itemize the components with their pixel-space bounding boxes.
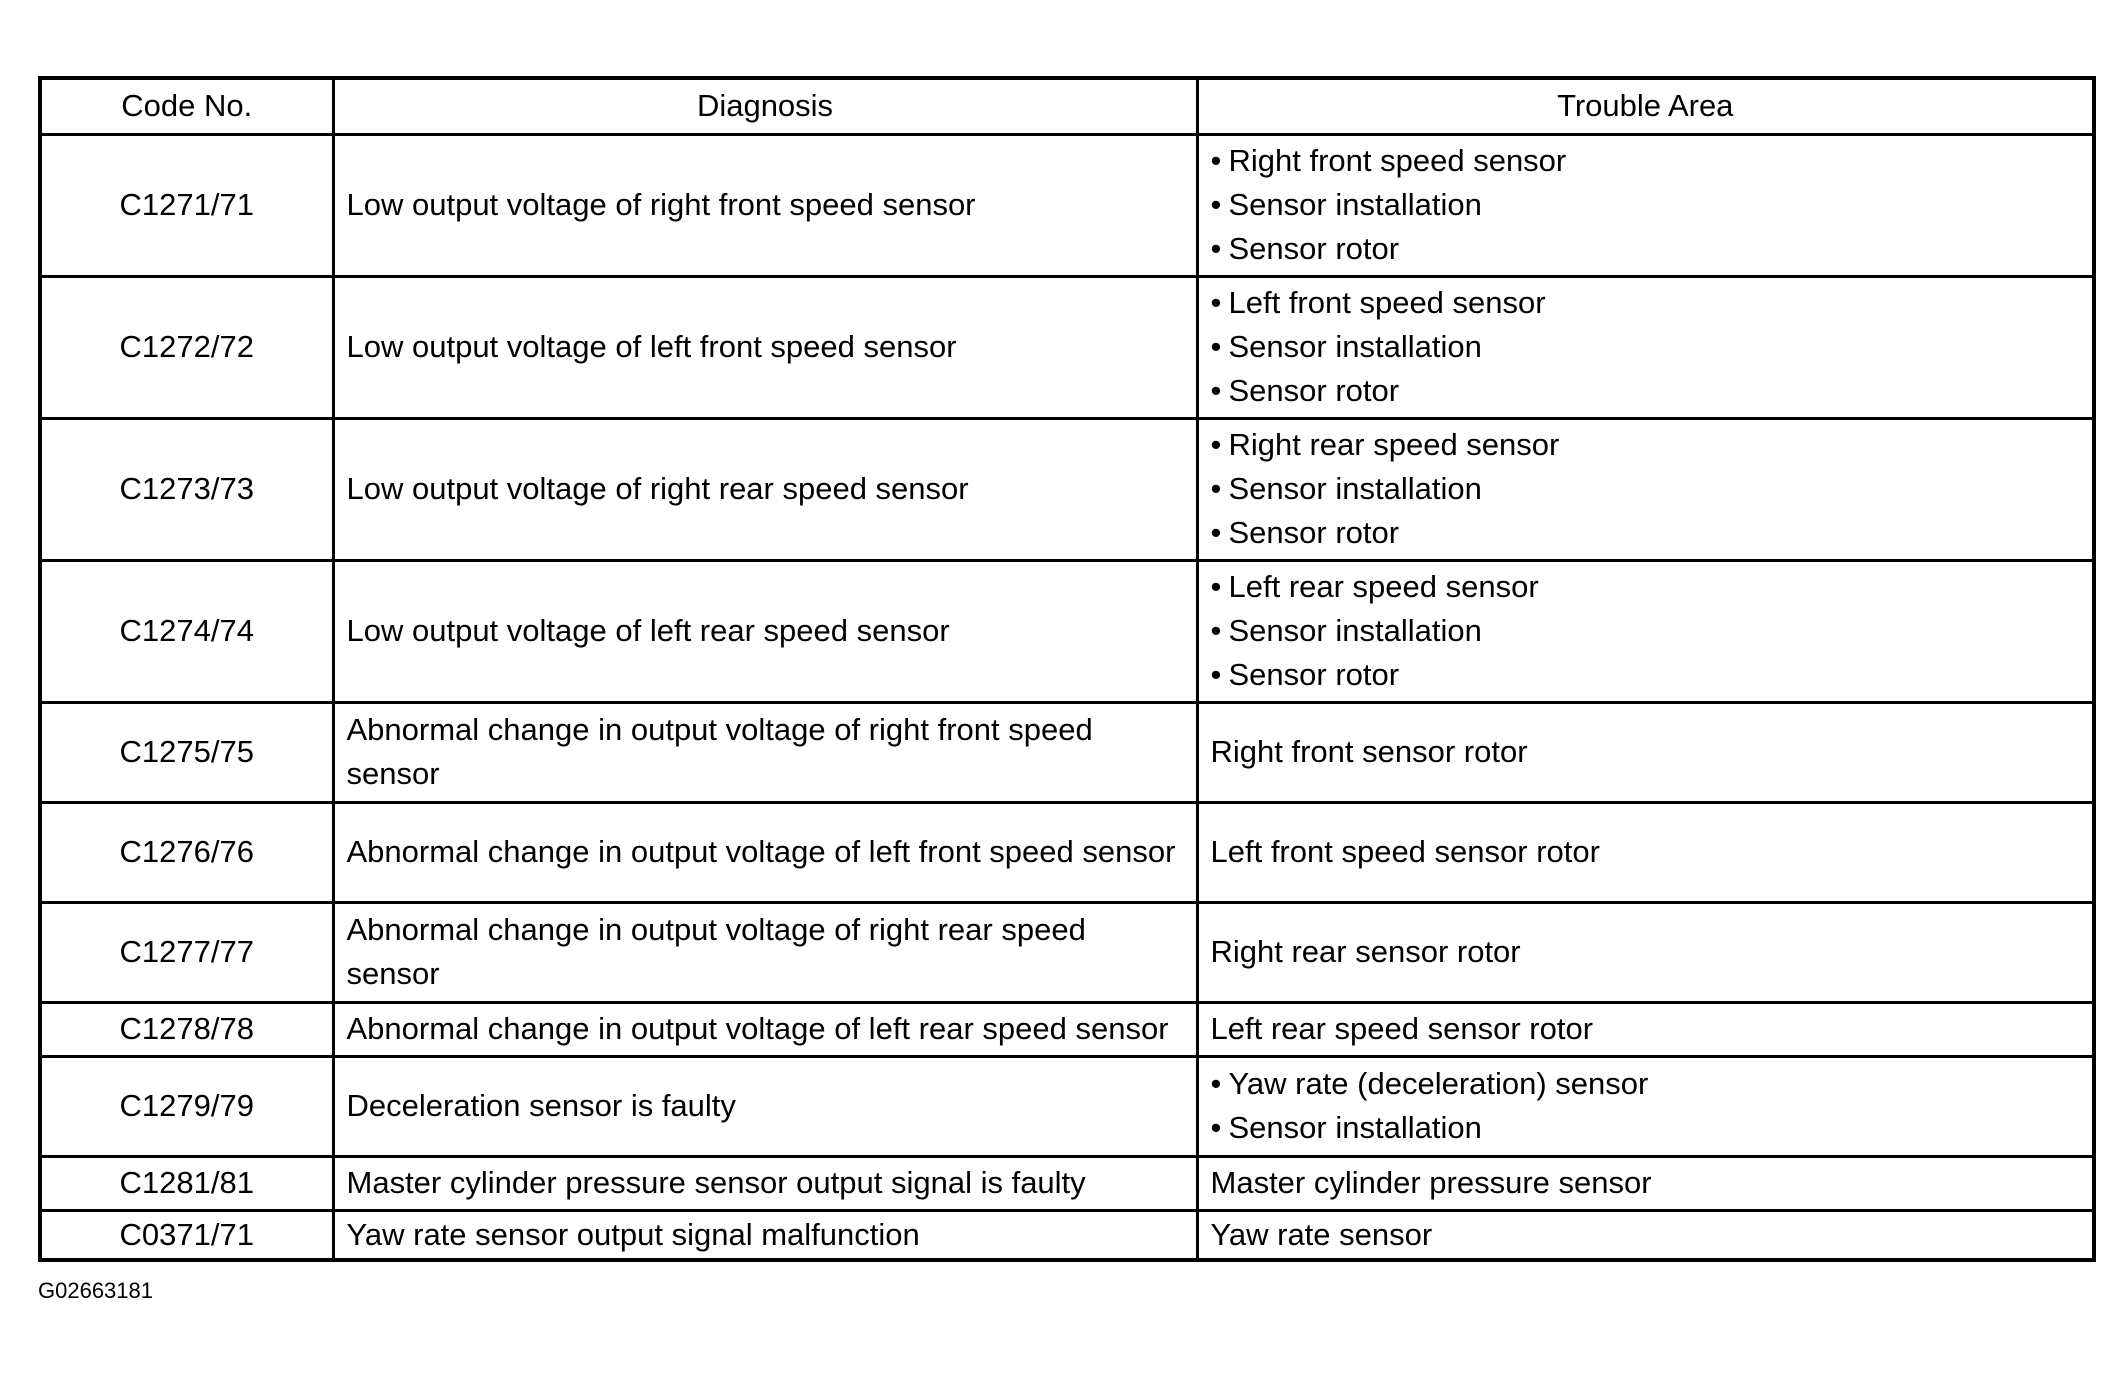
table-row [40, 1156, 2094, 1210]
diagnosis-cell: Abnormal change in output voltage of right front speed sensor [333, 702, 1197, 802]
trouble-area-list [1211, 139, 2081, 271]
trouble-area-item: • Sensor rotor [1211, 227, 2081, 271]
trouble-area-item: • Left rear speed sensor [1211, 565, 2081, 609]
diagnosis-cell: Low output voltage of right front speed sensor [333, 134, 1197, 276]
trouble-area-item: • Sensor installation [1211, 325, 2081, 369]
diagnosis-cell: Abnormal change in output voltage of right rear speed sensor [333, 902, 1197, 1002]
trouble-area-cell [1197, 560, 2094, 702]
trouble-area-item: • Sensor rotor [1211, 369, 2081, 413]
table-header-row [40, 78, 2094, 134]
trouble-area-item: • Sensor installation [1211, 467, 2081, 511]
code-cell: C1272/72 [40, 276, 333, 418]
table-row [40, 560, 2094, 702]
trouble-area-list [1211, 1062, 2081, 1150]
table-row [40, 1210, 2094, 1260]
trouble-area-cell: Left front speed sensor rotor [1197, 802, 2094, 902]
table-row [40, 902, 2094, 1002]
table-row [40, 276, 2094, 418]
code-cell: C1281/81 [40, 1156, 333, 1210]
table-row [40, 134, 2094, 276]
code-cell: C1276/76 [40, 802, 333, 902]
diagnosis-cell: Low output voltage of right rear speed sensor [333, 418, 1197, 560]
trouble-area-item: • Right rear speed sensor [1211, 423, 2081, 467]
trouble-area-item: • Sensor installation [1211, 609, 2081, 653]
diagnosis-cell: Master cylinder pressure sensor output signal is faulty [333, 1156, 1197, 1210]
diagnosis-cell: Low output voltage of left rear speed sensor [333, 560, 1197, 702]
trouble-area-list [1211, 565, 2081, 697]
trouble-area-list [1211, 281, 2081, 413]
diagnosis-cell: Abnormal change in output voltage of left front speed sensor [333, 802, 1197, 902]
trouble-area-item: • Left front speed sensor [1211, 281, 2081, 325]
diagnosis-cell: Low output voltage of left front speed sensor [333, 276, 1197, 418]
table-row [40, 418, 2094, 560]
header-trouble-area: Trouble Area [1197, 78, 2094, 134]
table-row [40, 1002, 2094, 1056]
figure-id: G02663181 [38, 1278, 153, 1303]
header-diagnosis: Diagnosis [333, 78, 1197, 134]
trouble-area-cell [1197, 418, 2094, 560]
trouble-area-item: • Sensor rotor [1211, 653, 2081, 697]
code-cell: C1274/74 [40, 560, 333, 702]
code-cell: C1273/73 [40, 418, 333, 560]
trouble-area-cell: Right rear sensor rotor [1197, 902, 2094, 1002]
trouble-area-cell: Master cylinder pressure sensor [1197, 1156, 2094, 1210]
trouble-area-cell: Yaw rate sensor [1197, 1210, 2094, 1260]
code-cell: C1277/77 [40, 902, 333, 1002]
table-row [40, 802, 2094, 902]
trouble-area-cell: Left rear speed sensor rotor [1197, 1002, 2094, 1056]
trouble-area-item: • Sensor rotor [1211, 511, 2081, 555]
code-cell: C1279/79 [40, 1056, 333, 1156]
table-row [40, 702, 2094, 802]
trouble-area-cell: Right front sensor rotor [1197, 702, 2094, 802]
code-cell: C1278/78 [40, 1002, 333, 1056]
header-code-no: Code No. [40, 78, 333, 134]
trouble-area-cell [1197, 134, 2094, 276]
code-cell: C1271/71 [40, 134, 333, 276]
trouble-area-list [1211, 423, 2081, 555]
table-row [40, 1056, 2094, 1156]
trouble-area-cell [1197, 1056, 2094, 1156]
diagnostic-code-table [38, 76, 2096, 1262]
diagnosis-cell: Deceleration sensor is faulty [333, 1056, 1197, 1156]
trouble-area-item: • Yaw rate (deceleration) sensor [1211, 1062, 2081, 1106]
trouble-area-item: • Sensor installation [1211, 183, 2081, 227]
trouble-area-item: • Sensor installation [1211, 1106, 2081, 1150]
trouble-area-cell [1197, 276, 2094, 418]
code-cell: C1275/75 [40, 702, 333, 802]
code-cell: C0371/71 [40, 1210, 333, 1260]
trouble-area-item: • Right front speed sensor [1211, 139, 2081, 183]
diagnosis-cell: Abnormal change in output voltage of left rear speed sensor [333, 1002, 1197, 1056]
table-body [40, 134, 2094, 1260]
diagnosis-cell: Yaw rate sensor output signal malfunction [333, 1210, 1197, 1260]
